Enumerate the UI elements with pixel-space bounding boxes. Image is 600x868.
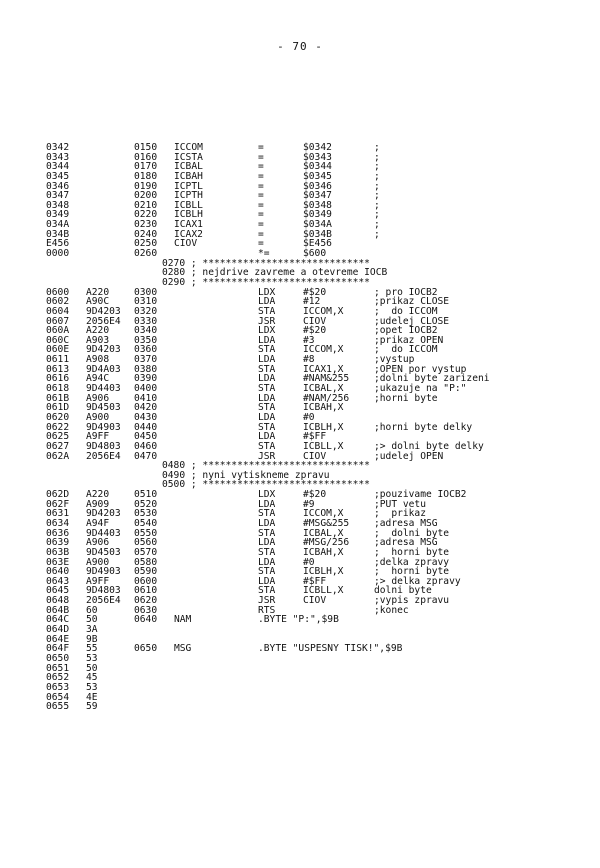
comment-line: 0490 ; nyni vytiskneme zpravu (162, 469, 330, 481)
object-code-cell: 60 (86, 604, 98, 616)
label-cell: CIOV (174, 238, 198, 250)
operand-cell: $0342 (303, 142, 332, 153)
operand-cell: #0 (303, 556, 315, 568)
listing-row (46, 615, 576, 625)
line-number-cell: 0160 (134, 151, 158, 163)
object-code-cell: 59 (86, 701, 98, 713)
operand-cell: $600 (303, 248, 327, 260)
address-cell: 034A (46, 219, 70, 231)
comment-cell: ;horni byte (374, 392, 438, 404)
object-code-cell: A909 (86, 498, 110, 510)
line-number-cell: 0220 (134, 209, 158, 221)
comment-cell: ;vystup (374, 354, 415, 366)
label-cell: ICAX2 (174, 228, 203, 240)
object-code-cell: 2056E4 (86, 595, 121, 607)
address-cell: 0616 (46, 373, 70, 385)
object-code-cell: A94C (86, 373, 110, 385)
operand-cell: $0345 (303, 170, 332, 182)
opcode-cell: STA (258, 344, 276, 356)
line-number-cell: 0350 (134, 334, 158, 346)
object-code-cell: A906 (86, 537, 110, 549)
label-cell: ICBLH (174, 209, 203, 221)
operand-cell: $034B (303, 228, 332, 240)
label-cell: ICCOM (174, 142, 203, 153)
operand-cell: #0 (303, 411, 315, 423)
opcode-cell: JSR (258, 450, 276, 462)
object-code-cell: 50 (86, 662, 98, 674)
line-number-cell: 0360 (134, 344, 158, 356)
address-cell: 0636 (46, 527, 70, 539)
operand-cell: ICBLH,X (303, 566, 344, 578)
address-cell: 064E (46, 633, 70, 645)
object-code-cell: A9FF (86, 575, 110, 587)
opcode-cell: STA (258, 363, 276, 375)
comment-cell: ; pro IOCB2 (374, 286, 438, 298)
address-cell: 034B (46, 228, 70, 240)
line-number-cell: 0340 (134, 325, 158, 337)
address-cell: 0653 (46, 681, 70, 693)
object-code-cell: A220 (86, 489, 110, 501)
opcode-cell: LDA (258, 517, 276, 529)
comment-cell: ;ukazuje na "P:" (374, 383, 467, 395)
operand-cell: #$20 (303, 489, 327, 501)
address-cell: 0627 (46, 440, 70, 452)
operand-cell: #MSG&255 (303, 517, 350, 529)
line-number-cell: 0180 (134, 170, 158, 182)
address-cell: 0602 (46, 296, 70, 308)
address-cell: 0643 (46, 575, 70, 587)
object-code-cell: 53 (86, 681, 98, 693)
address-cell: 0622 (46, 421, 70, 433)
opcode-cell: RTS (258, 604, 276, 616)
comment-cell: ;horni byte delky (374, 421, 473, 433)
object-code-cell: 3A (86, 624, 98, 636)
operand-cell: #8 (303, 354, 315, 366)
address-cell: 0349 (46, 209, 70, 221)
operand-cell: #12 (303, 296, 321, 308)
listing-row (46, 664, 576, 674)
operand-cell: ICCOM,X (303, 305, 344, 317)
opcode-cell: .BYTE "USPESNY TISK!",$9B (258, 643, 403, 655)
operand-cell: #$20 (303, 286, 327, 298)
object-code-cell: 50 (86, 614, 98, 626)
address-cell: 060C (46, 334, 70, 346)
operand-cell: ICBAH,X (303, 402, 344, 414)
operand-cell: #NAM&255 (303, 373, 350, 385)
opcode-cell: = (258, 170, 264, 182)
line-number-cell: 0570 (134, 546, 158, 558)
object-code-cell: 2056E4 (86, 450, 121, 462)
operand-cell: ICBAL,X (303, 383, 344, 395)
opcode-cell: LDA (258, 373, 276, 385)
address-cell: E456 (46, 238, 70, 250)
operand-cell: #3 (303, 334, 315, 346)
opcode-cell: = (258, 161, 264, 173)
line-number-cell: 0230 (134, 219, 158, 231)
opcode-cell: LDA (258, 537, 276, 549)
opcode-cell: STA (258, 383, 276, 395)
object-code-cell: 53 (86, 652, 98, 664)
listing-row (46, 625, 576, 635)
operand-cell: #$20 (303, 325, 327, 337)
opcode-cell: JSR (258, 315, 276, 327)
line-number-cell: 0600 (134, 575, 158, 587)
label-cell: ICPTH (174, 190, 203, 202)
listing-row (46, 683, 576, 693)
label-cell: MSG (174, 643, 192, 655)
comment-line: 0480 ; ***************************** (162, 460, 370, 472)
address-cell: 0620 (46, 411, 70, 423)
comment-cell: ;prikaz CLOSE (374, 296, 450, 308)
line-number-cell: 0380 (134, 363, 158, 375)
object-code-cell: 9D4503 (86, 402, 121, 414)
line-number-cell: 0610 (134, 585, 158, 597)
operand-cell: $0348 (303, 199, 332, 211)
operand-cell: #MSG/256 (303, 537, 350, 549)
line-number-cell: 0320 (134, 305, 158, 317)
address-cell: 064B (46, 604, 70, 616)
object-code-cell: 9D4503 (86, 546, 121, 558)
address-cell: 0650 (46, 652, 70, 664)
label-cell: ICBAH (174, 170, 203, 182)
opcode-cell: = (258, 219, 264, 231)
object-code-cell: A220 (86, 286, 110, 298)
object-code-cell: A94F (86, 517, 110, 529)
address-cell: 0343 (46, 151, 70, 163)
address-cell: 062F (46, 498, 70, 510)
label-cell: ICSTA (174, 151, 203, 163)
object-code-cell: 9D4203 (86, 344, 121, 356)
line-number-cell: 0240 (134, 228, 158, 240)
opcode-cell: LDA (258, 296, 276, 308)
opcode-cell: = (258, 209, 264, 221)
address-cell: 0604 (46, 305, 70, 317)
comment-cell: ;adresa MSG (374, 537, 438, 549)
comment-line: 0270 ; ***************************** (162, 257, 370, 269)
address-cell: 062D (46, 489, 70, 501)
opcode-cell: LDA (258, 411, 276, 423)
object-code-cell: 9D4403 (86, 527, 121, 539)
address-cell: 063B (46, 546, 70, 558)
opcode-cell: STA (258, 508, 276, 520)
address-cell: 0346 (46, 180, 70, 192)
line-number-cell: 0550 (134, 527, 158, 539)
listing-row (46, 654, 576, 664)
address-cell: 0634 (46, 517, 70, 529)
operand-cell: #NAM/256 (303, 392, 350, 404)
address-cell: 0611 (46, 354, 70, 366)
object-code-cell: 9D4803 (86, 585, 121, 597)
opcode-cell: *= (258, 248, 270, 260)
opcode-cell: = (258, 190, 264, 202)
opcode-cell: = (258, 142, 264, 153)
operand-cell: $0347 (303, 190, 332, 202)
address-cell: 060E (46, 344, 70, 356)
opcode-cell: LDX (258, 286, 276, 298)
object-code-cell: 9D4203 (86, 305, 121, 317)
opcode-cell: .BYTE "P:",$9B (258, 614, 339, 626)
address-cell: 0625 (46, 431, 70, 443)
comment-cell: ; (374, 190, 380, 202)
address-cell: 0654 (46, 691, 70, 703)
line-number-cell: 0170 (134, 161, 158, 173)
operand-cell: ICCOM,X (303, 508, 344, 520)
listing-row (46, 596, 576, 606)
label-cell: ICAX1 (174, 219, 203, 231)
line-number-cell: 0510 (134, 489, 158, 501)
comment-cell: ; prikaz (374, 508, 426, 520)
comment-line: 0500 ; ***************************** (162, 479, 370, 491)
line-number-cell: 0410 (134, 392, 158, 404)
address-cell: 064D (46, 624, 70, 636)
opcode-cell: STA (258, 305, 276, 317)
address-cell: 0344 (46, 161, 70, 173)
address-cell: 0648 (46, 595, 70, 607)
label-cell: ICPTL (174, 180, 203, 192)
object-code-cell: A908 (86, 354, 110, 366)
comment-cell: ;OPEN por vystup (374, 363, 467, 375)
label-cell: NAM (174, 614, 192, 626)
opcode-cell: STA (258, 421, 276, 433)
object-code-cell: 9D4903 (86, 566, 121, 578)
comment-cell: dolni byte (374, 585, 432, 597)
operand-cell: $034A (303, 219, 332, 231)
line-number-cell: 0370 (134, 354, 158, 366)
comment-line: 0280 ; nejdrive zavreme a otevreme IOCB (162, 267, 388, 279)
address-cell: 0651 (46, 662, 70, 674)
comment-cell: ; (374, 151, 380, 163)
address-cell: 064C (46, 614, 70, 626)
listing-row (46, 644, 576, 654)
operand-cell: ICAX1,X (303, 363, 344, 375)
line-number-cell: 0620 (134, 595, 158, 607)
comment-cell: ; do ICCOM (374, 305, 438, 317)
comment-cell: ; (374, 228, 380, 240)
line-number-cell: 0590 (134, 566, 158, 578)
address-cell: 0345 (46, 170, 70, 182)
line-number-cell: 0580 (134, 556, 158, 568)
page-number: - 70 - (277, 40, 323, 53)
operand-cell: CIOV (303, 595, 327, 607)
operand-cell: ICBLL,X (303, 440, 344, 452)
operand-cell: $0343 (303, 151, 332, 163)
comment-cell: ;udelej OPEN (374, 450, 444, 462)
line-number-cell: 0420 (134, 402, 158, 414)
operand-cell: $E456 (303, 238, 332, 250)
opcode-cell: STA (258, 440, 276, 452)
object-code-cell: 9D4203 (86, 508, 121, 520)
comment-cell: ;delka zpravy (374, 556, 450, 568)
object-code-cell: 9D4903 (86, 421, 121, 433)
comment-cell: ; (374, 219, 380, 231)
object-code-cell: 9D4A03 (86, 363, 121, 375)
address-cell: 0631 (46, 508, 70, 520)
object-code-cell: 9B (86, 633, 98, 645)
object-code-cell: 55 (86, 643, 98, 655)
line-number-cell: 0640 (134, 614, 158, 626)
line-number-cell: 0630 (134, 604, 158, 616)
address-cell: 061B (46, 392, 70, 404)
address-cell: 064F (46, 643, 70, 655)
address-cell: 062A (46, 450, 70, 462)
operand-cell: $0349 (303, 209, 332, 221)
address-cell: 0600 (46, 286, 70, 298)
line-number-cell: 0200 (134, 190, 158, 202)
address-cell: 0640 (46, 566, 70, 578)
address-cell: 0348 (46, 199, 70, 211)
object-code-cell: A220 (86, 325, 110, 337)
object-code-cell: A906 (86, 392, 110, 404)
operand-cell: $0344 (303, 161, 332, 173)
label-cell: ICBAL (174, 161, 203, 173)
address-cell: 0347 (46, 190, 70, 202)
opcode-cell: = (258, 228, 264, 240)
comment-cell: ; (374, 199, 380, 211)
comment-cell: ;dolni byte zarizeni (374, 373, 490, 385)
line-number-cell: 0190 (134, 180, 158, 192)
line-number-cell: 0330 (134, 315, 158, 327)
operand-cell: $0346 (303, 180, 332, 192)
line-number-cell: 0300 (134, 286, 158, 298)
comment-cell: ;PUT vetu (374, 498, 426, 510)
comment-cell: ;konec (374, 604, 409, 616)
comment-cell: ; (374, 209, 380, 221)
address-cell: 0652 (46, 672, 70, 684)
line-number-cell: 0400 (134, 383, 158, 395)
opcode-cell: STA (258, 402, 276, 414)
line-number-cell: 0440 (134, 421, 158, 433)
operand-cell: CIOV (303, 450, 327, 462)
line-number-cell: 0450 (134, 431, 158, 443)
comment-cell: ;opet IOCB2 (374, 325, 438, 337)
comment-cell: ;vypis zpravu (374, 595, 450, 607)
line-number-cell: 0650 (134, 643, 158, 655)
line-number-cell: 0460 (134, 440, 158, 452)
object-code-cell: 45 (86, 672, 98, 684)
comment-cell: ;> dolni byte delky (374, 440, 484, 452)
address-cell: 061D (46, 402, 70, 414)
address-cell: 0618 (46, 383, 70, 395)
operand-cell: ICBLL,X (303, 585, 344, 597)
operand-cell: #$FF (303, 431, 327, 443)
object-code-cell: A900 (86, 411, 110, 423)
opcode-cell: LDA (258, 575, 276, 587)
opcode-cell: = (258, 180, 264, 192)
address-cell: 0639 (46, 537, 70, 549)
operand-cell: ICCOM,X (303, 344, 344, 356)
address-cell: 0655 (46, 701, 70, 713)
opcode-cell: = (258, 151, 264, 163)
listing-row (46, 673, 576, 683)
comment-cell: ;adresa MSG (374, 517, 438, 529)
line-number-cell: 0540 (134, 517, 158, 529)
line-number-cell: 0520 (134, 498, 158, 510)
comment-cell: ; (374, 142, 380, 153)
address-cell: 0645 (46, 585, 70, 597)
comment-cell: ;> delka zpravy (374, 575, 461, 587)
line-number-cell: 0470 (134, 450, 158, 462)
comment-cell: ; horni byte (374, 566, 450, 578)
opcode-cell: STA (258, 527, 276, 539)
opcode-cell: LDX (258, 325, 276, 337)
object-code-cell: A9FF (86, 431, 110, 443)
operand-cell: ICBLH,X (303, 421, 344, 433)
comment-cell: ; (374, 161, 380, 173)
address-cell: 063E (46, 556, 70, 568)
object-code-cell: 9D4803 (86, 440, 121, 452)
opcode-cell: LDX (258, 489, 276, 501)
address-cell: 060A (46, 325, 70, 337)
opcode-cell: LDA (258, 354, 276, 366)
opcode-cell: STA (258, 566, 276, 578)
line-number-cell: 0150 (134, 142, 158, 153)
comment-cell: ; (374, 180, 380, 192)
address-cell: 0342 (46, 142, 70, 153)
address-cell: 0607 (46, 315, 70, 327)
line-number-cell: 0260 (134, 248, 158, 260)
line-number-cell: 0560 (134, 537, 158, 549)
opcode-cell: LDA (258, 556, 276, 568)
opcode-cell: LDA (258, 334, 276, 346)
opcode-cell: LDA (258, 498, 276, 510)
comment-cell: ; do ICCOM (374, 344, 438, 356)
line-number-cell: 0430 (134, 411, 158, 423)
address-cell: 0613 (46, 363, 70, 375)
object-code-cell: A900 (86, 556, 110, 568)
listing-row (46, 693, 576, 703)
comment-cell: ; dolni byte (374, 527, 450, 539)
assembly-listing (46, 143, 576, 712)
object-code-cell: 4E (86, 691, 98, 703)
address-cell: 0000 (46, 248, 70, 260)
opcode-cell: LDA (258, 392, 276, 404)
object-code-cell: 9D4403 (86, 383, 121, 395)
operand-cell: #$FF (303, 575, 327, 587)
object-code-cell: A90C (86, 296, 110, 308)
comment-cell: ;prikaz OPEN (374, 334, 444, 346)
operand-cell: #9 (303, 498, 315, 510)
comment-cell: ;udelej CLOSE (374, 315, 450, 327)
listing-row (46, 702, 576, 712)
object-code-cell: A903 (86, 334, 110, 346)
operand-cell: CIOV (303, 315, 327, 327)
line-number-cell: 0250 (134, 238, 158, 250)
operand-cell: ICBAL,X (303, 527, 344, 539)
line-number-cell: 0210 (134, 199, 158, 211)
opcode-cell: JSR (258, 595, 276, 607)
line-number-cell: 0310 (134, 296, 158, 308)
operand-cell: ICBAH,X (303, 546, 344, 558)
label-cell: ICBLL (174, 199, 203, 211)
opcode-cell: = (258, 238, 264, 250)
comment-line: 0290 ; ***************************** (162, 276, 370, 288)
opcode-cell: STA (258, 546, 276, 558)
line-number-cell: 0530 (134, 508, 158, 520)
opcode-cell: STA (258, 585, 276, 597)
opcode-cell: LDA (258, 431, 276, 443)
opcode-cell: = (258, 199, 264, 211)
object-code-cell: 2056E4 (86, 315, 121, 327)
comment-cell: ;pouzivame IOCB2 (374, 489, 467, 501)
comment-cell: ; (374, 170, 380, 182)
line-number-cell: 0390 (134, 373, 158, 385)
comment-cell: ; horni byte (374, 546, 450, 558)
